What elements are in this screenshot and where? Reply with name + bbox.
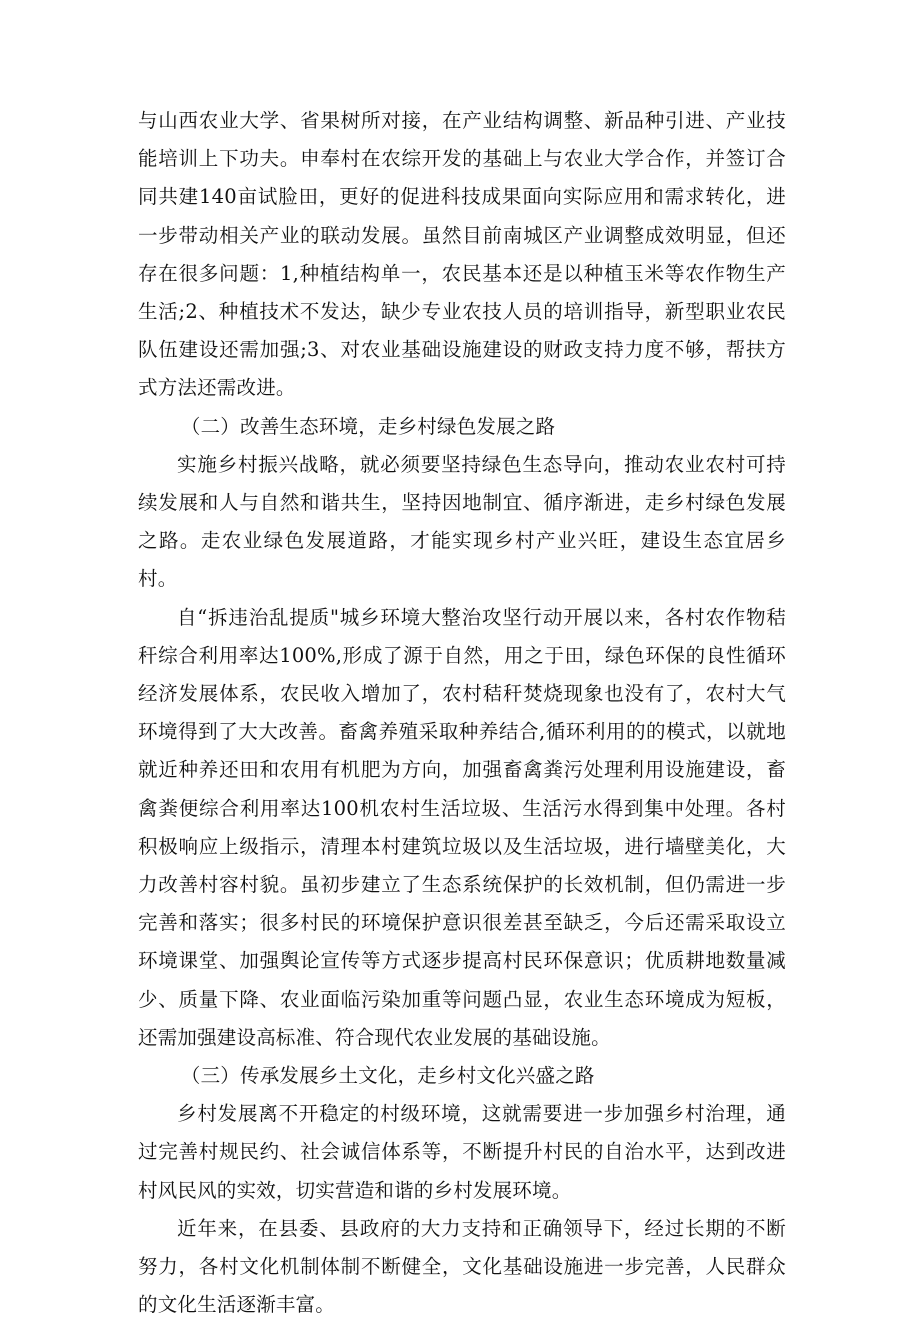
body-paragraph-5: 近年来，在县委、县政府的大力支持和正确领导下，经过长期的不断努力，各村文化机制体制不断健全，文化基础设施进一步完善，人民群众的文化生活逐渐丰富。: [138, 1216, 786, 1317]
document-page: [138, 102, 786, 1325]
body-paragraph-1: 与山西农业大学、省果树所对接，在产业结构调整、新品种引进、产业技能培训上下功夫。申奉村在农综开发的基础上与农业大学合作，并签订合同共建140亩试脸田，更好的促进科技成果面向实际应用和需求转化，进一步带动相关产业的联动发展。虽然目前南城区产业调整成效明显，但还存在很多问题：1,种植结构单一，农民基本还是以种植玉米等农作物生产生活;2、种植技术不发达，缺少专业农技人员的培训指导，新型职业农民队伍建设还需加强;3、对农业基础设施建设的财政支持力度不够，帮扶方式方法还需改进。: [138, 109, 786, 400]
body-paragraph-4: 乡村发展离不开稳定的村级环境，这就需要进一步加强乡村治理，通过完善村规民约、社会诚信体系等，不断提升村民的自治水平，达到改进村风民风的实效，切实营造和谐的乡村发展环境。: [138, 1102, 786, 1202]
section-heading-2: （二）改善生态环境，走乡村绿色发展之路: [180, 414, 556, 438]
body-paragraph-3: 自“拆违治乱提质"城乡环境大整治攻坚行动开展以来，各村农作物秸秆综合利用率达100%,形成了源于自然，用之于田，绿色环保的良性循环经济发展体系，农民收入增加了，农村秸秆焚烧现象也没有了，农村大气环境得到了大大改善。畜禽养殖采取种养结合,循环利用的的模式，以就地就近种养还田和农用有机肥为方向，加强畜禽粪污处理利用设施建设，畜禽粪便综合利用率达100机农村生活垃圾、生活污水得到集中处理。各村积极响应上级指示，清理本村建筑垃圾以及生活垃圾，进行墙壁美化，大力改善村容村貌。虽初步建立了生态系统保护的长效机制，但仍需进一步完善和落实；很多村民的环境保护意识很差甚至缺乏，今后还需采取设立环境课堂、加强舆论宣传等方式逐步提高村民环保意识；优质耕地数量减少、质量下降、农业面临污染加重等问题凸显，农业生态环境成为短板，还需加强建设高标准、符合现代农业发展的基础设施。: [138, 605, 786, 1049]
body-paragraph-2: 实施乡村振兴战略，就必须要坚持绿色生态导向，推动农业农村可持续发展和人与自然和谐共生，坚持因地制宜、循序渐进，走乡村绿色发展之路。走农业绿色发展道路，才能实现乡村产业兴旺，建设生态宜居乡村。: [138, 452, 786, 591]
section-heading-3: （三）传承发展乡土文化，走乡村文化兴盛之路: [180, 1064, 595, 1088]
